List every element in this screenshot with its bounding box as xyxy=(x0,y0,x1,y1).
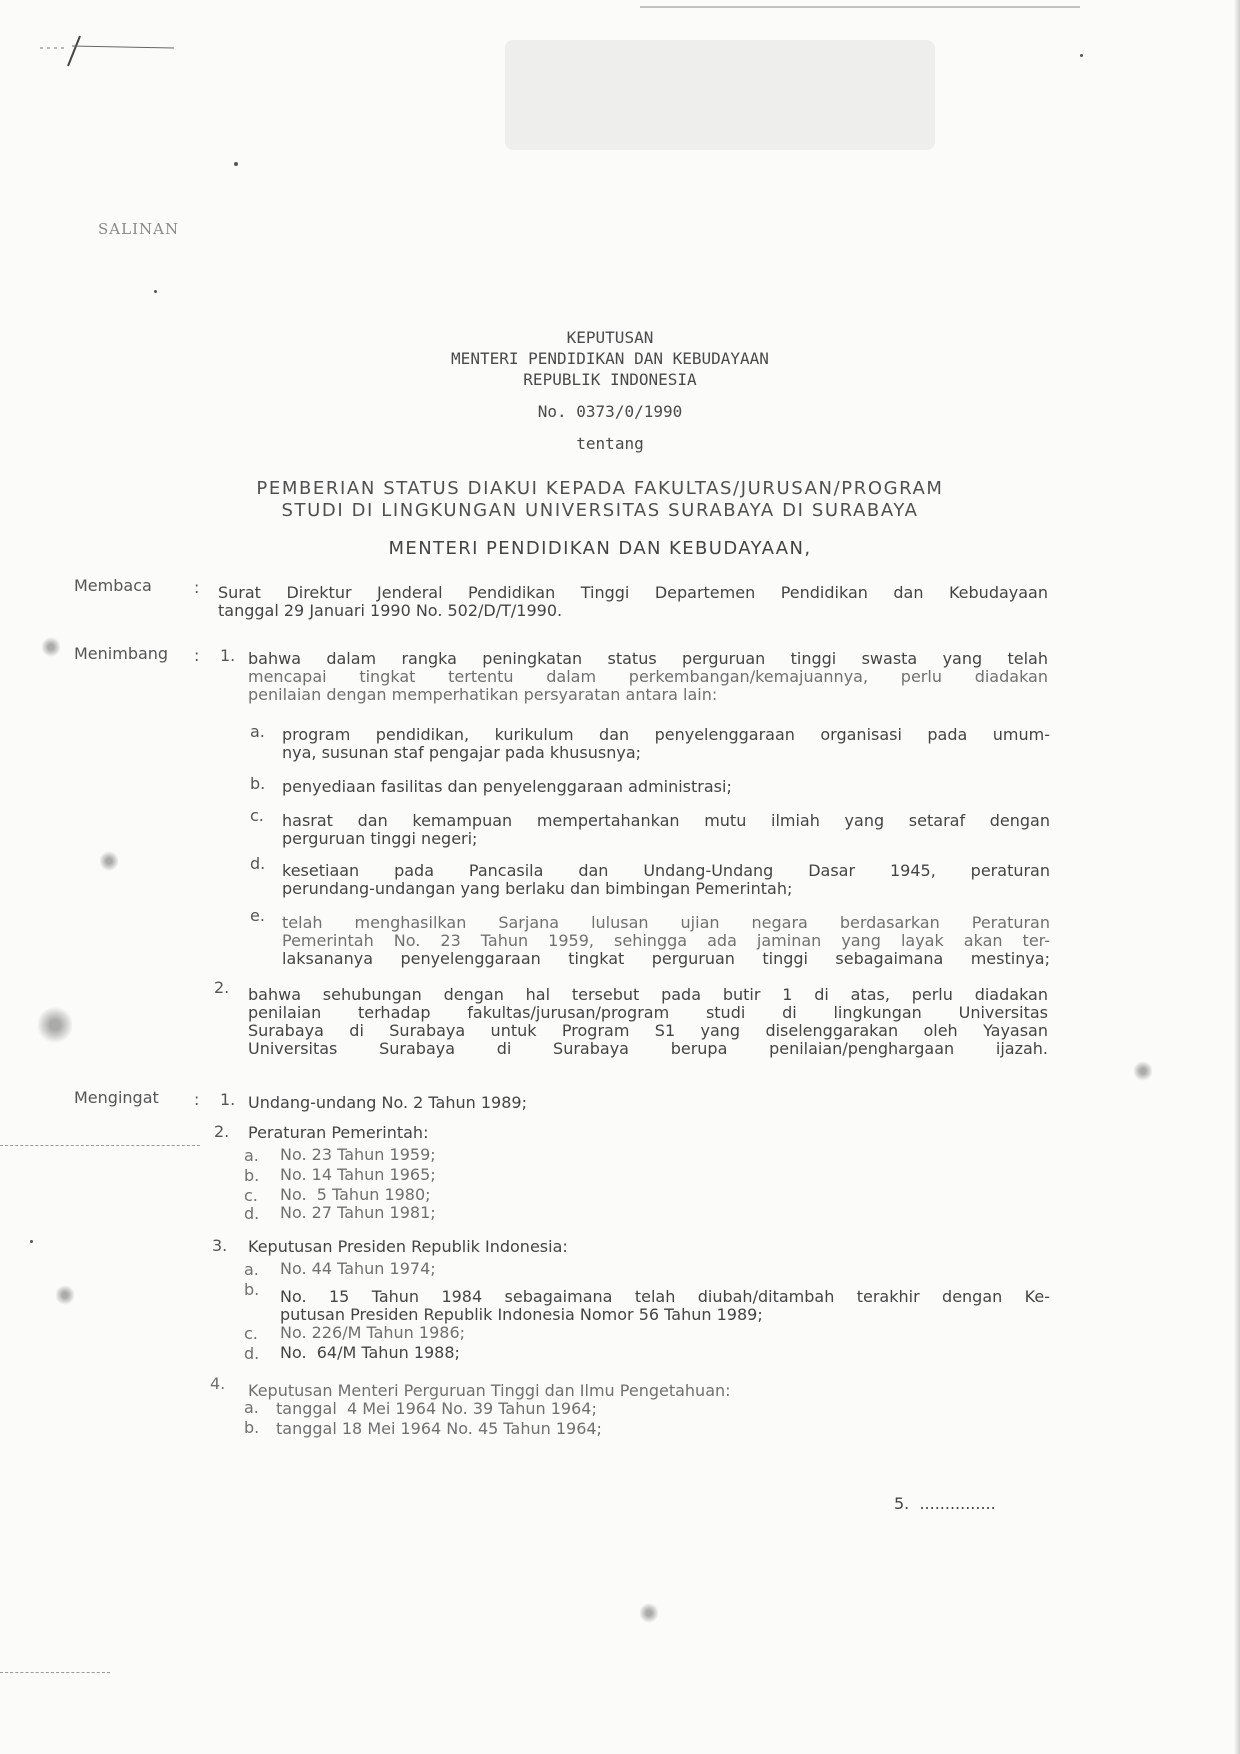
mengingat-item-2-sub-c-letter: c. xyxy=(244,1186,258,1205)
mengingat-item-2-sub-a-text: No. 23 Tahun 1959; xyxy=(280,1145,436,1164)
mengingat-item-1-number: 1. xyxy=(220,1090,236,1109)
scan-dash xyxy=(0,1672,110,1674)
menimbang-sub-a-line-1: program pendidikan, kurikulum dan penyelenggaraan organisasi pada umum- xyxy=(282,725,1050,744)
menimbang-sub-e-line-2: Pemerintah No. 23 Tahun 1959, sehingga ada jaminan yang layak akan ter- xyxy=(282,931,1050,950)
mengingat-item-3-sub-c-letter: c. xyxy=(244,1324,258,1343)
header-line-1: KEPUTUSAN xyxy=(566,328,654,347)
menimbang-item-2-line-3: Surabaya di Surabaya untuk Program S1 yang diselenggarakan oleh Yayasan xyxy=(248,1021,1048,1040)
menimbang-sub-e-letter: e. xyxy=(250,906,265,925)
mengingat-item-2-sub-a-letter: a. xyxy=(244,1146,259,1165)
mengingat-item-4-sub-a-text: tanggal 4 Mei 1964 No. 39 Tahun 1964; xyxy=(276,1399,597,1418)
mengingat-item-3-sub-a-letter: a. xyxy=(244,1260,259,1279)
mengingat-item-4-sub-b-text: tanggal 18 Mei 1964 No. 45 Tahun 1964; xyxy=(276,1419,602,1438)
ink-spot xyxy=(640,1602,658,1624)
ink-spot xyxy=(56,1284,74,1306)
decree-title-line-2: STUDI DI LINGKUNGAN UNIVERSITAS SURABAYA DI SURABAYA xyxy=(281,500,919,521)
menimbang-sub-c-line-1: hasrat dan kemampuan mempertahankan mutu ilmiah yang setaraf dengan xyxy=(282,811,1050,830)
mengingat-item-3-sub-b-line-2: putusan Presiden Republik Indonesia Nomor 56 Tahun 1989; xyxy=(280,1305,763,1324)
copy-label: SALINAN xyxy=(98,220,180,238)
menimbang-colon: : xyxy=(194,646,200,665)
mengingat-item-3-sub-b-letter: b. xyxy=(244,1280,260,1299)
scan-dot xyxy=(154,290,157,293)
membaca-label: Membaca xyxy=(74,576,152,595)
about-label: tentang xyxy=(576,434,644,453)
membaca-line-1: Surat Direktur Jenderal Pendidikan Tinggi Departemen Pendidikan dan Kebudayaan xyxy=(218,583,1048,602)
menimbang-sub-e-line-1: telah menghasilkan Sarjana lulusan ujian negara berdasarkan Peraturan xyxy=(282,913,1050,932)
mengingat-item-2-sub-c-text: No. 5 Tahun 1980; xyxy=(280,1185,431,1204)
menimbang-sub-e-line-3: laksananya penyelenggaraan tingkat perguruan tinggi sebagaimana mestinya; xyxy=(282,949,1050,968)
mengingat-item-4-sub-b-letter: b. xyxy=(244,1418,260,1437)
menimbang-sub-c-letter: c. xyxy=(250,806,264,825)
mengingat-colon: : xyxy=(194,1090,200,1109)
next-page-marker: 5. ............... xyxy=(894,1494,996,1513)
menimbang-sub-d-line-2: perundang-undangan yang berlaku dan bimbingan Pemerintah; xyxy=(282,879,793,898)
decree-title-line-1: PEMBERIAN STATUS DIAKUI KEPADA FAKULTAS/JURUSAN/PROGRAM xyxy=(256,478,944,499)
mengingat-item-2-title: Peraturan Pemerintah: xyxy=(248,1123,429,1142)
scan-border-line xyxy=(640,6,1080,8)
mengingat-item-2-sub-b-letter: b. xyxy=(244,1166,260,1185)
mengingat-item-4-sub-a-letter: a. xyxy=(244,1398,259,1417)
mengingat-item-4-title: Keputusan Menteri Perguruan Tinggi dan Ilmu Pengetahuan: xyxy=(248,1381,731,1400)
decree-number: No. 0373/0/1990 xyxy=(537,402,683,421)
menimbang-label: Menimbang xyxy=(74,644,169,663)
menimbang-sub-b-line-1: penyediaan fasilitas dan penyelenggaraan administrasi; xyxy=(282,777,732,796)
mengingat-item-4-number: 4. xyxy=(210,1374,226,1393)
header-line-2: MENTERI PENDIDIKAN DAN KEBUDAYAAN xyxy=(451,349,769,368)
scan-dash xyxy=(0,1145,200,1147)
scan-dot xyxy=(1080,54,1083,57)
menimbang-item-1-number: 1. xyxy=(220,646,236,665)
scan-smudge xyxy=(505,40,935,150)
mengingat-item-2-number: 2. xyxy=(214,1122,230,1141)
menimbang-item-2-line-2: penilaian terhadap fakultas/jurusan/program studi di lingkungan Universitas xyxy=(248,1003,1048,1022)
mengingat-item-2-sub-b-text: No. 14 Tahun 1965; xyxy=(280,1165,436,1184)
mengingat-item-3-sub-d-letter: d. xyxy=(244,1344,260,1363)
minister-heading: MENTERI PENDIDIKAN DAN KEBUDAYAAN, xyxy=(388,538,812,559)
menimbang-sub-a-line-2: nya, susunan staf pengajar pada khususnya; xyxy=(282,743,642,762)
ink-spot xyxy=(100,850,118,872)
menimbang-sub-d-line-1: kesetiaan pada Pancasila dan Undang-Undang Dasar 1945, peraturan xyxy=(282,861,1050,880)
header-line-3: REPUBLIK INDONESIA xyxy=(523,370,697,389)
ink-spot xyxy=(42,636,60,658)
menimbang-item-2-number: 2. xyxy=(214,978,230,997)
menimbang-item-2-line-1: bahwa sehubungan dengan hal tersebut pada butir 1 di atas, perlu diadakan xyxy=(248,985,1048,1004)
menimbang-sub-c-line-2: perguruan tinggi negeri; xyxy=(282,829,478,848)
scan-dot xyxy=(30,1240,33,1243)
mengingat-item-3-title: Keputusan Presiden Republik Indonesia: xyxy=(248,1237,568,1256)
mengingat-item-3-sub-d-text: No. 64/M Tahun 1988; xyxy=(280,1343,460,1362)
mengingat-item-3-sub-c-text: No. 226/M Tahun 1986; xyxy=(280,1323,466,1342)
mengingat-item-3-sub-a-text: No. 44 Tahun 1974; xyxy=(280,1259,436,1278)
mengingat-label: Mengingat xyxy=(74,1088,159,1107)
menimbang-item-1-line-2: mencapai tingkat tertentu dalam perkembangan/kemajuannya, perlu diadakan xyxy=(248,667,1048,686)
mengingat-item-2-sub-d-letter: d. xyxy=(244,1204,260,1223)
menimbang-sub-b-letter: b. xyxy=(250,774,266,793)
pen-mark xyxy=(28,30,178,70)
menimbang-item-1-line-1: bahwa dalam rangka peningkatan status perguruan tinggi swasta yang telah xyxy=(248,649,1048,668)
mengingat-item-3-number: 3. xyxy=(212,1236,228,1255)
ink-spot xyxy=(1134,1060,1152,1082)
scan-edge-shadow xyxy=(1234,0,1240,1754)
membaca-colon: : xyxy=(194,578,200,597)
menimbang-item-2-line-4: Universitas Surabaya di Surabaya berupa penilaian/penghargaan ijazah. xyxy=(248,1039,1048,1058)
mengingat-item-3-sub-b-line-1: No. 15 Tahun 1984 sebagaimana telah diubah/ditambah terakhir dengan Ke- xyxy=(280,1287,1050,1306)
membaca-line-2: tanggal 29 Januari 1990 No. 502/D/T/1990. xyxy=(218,601,563,620)
menimbang-item-1-line-3: penilaian dengan memperhatikan persyaratan antara lain: xyxy=(248,685,718,704)
ink-spot xyxy=(38,1005,72,1045)
mengingat-item-1-text: Undang-undang No. 2 Tahun 1989; xyxy=(248,1093,527,1112)
menimbang-sub-a-letter: a. xyxy=(250,722,265,741)
scan-dot xyxy=(234,162,238,166)
mengingat-item-2-sub-d-text: No. 27 Tahun 1981; xyxy=(280,1203,436,1222)
menimbang-sub-d-letter: d. xyxy=(250,854,266,873)
